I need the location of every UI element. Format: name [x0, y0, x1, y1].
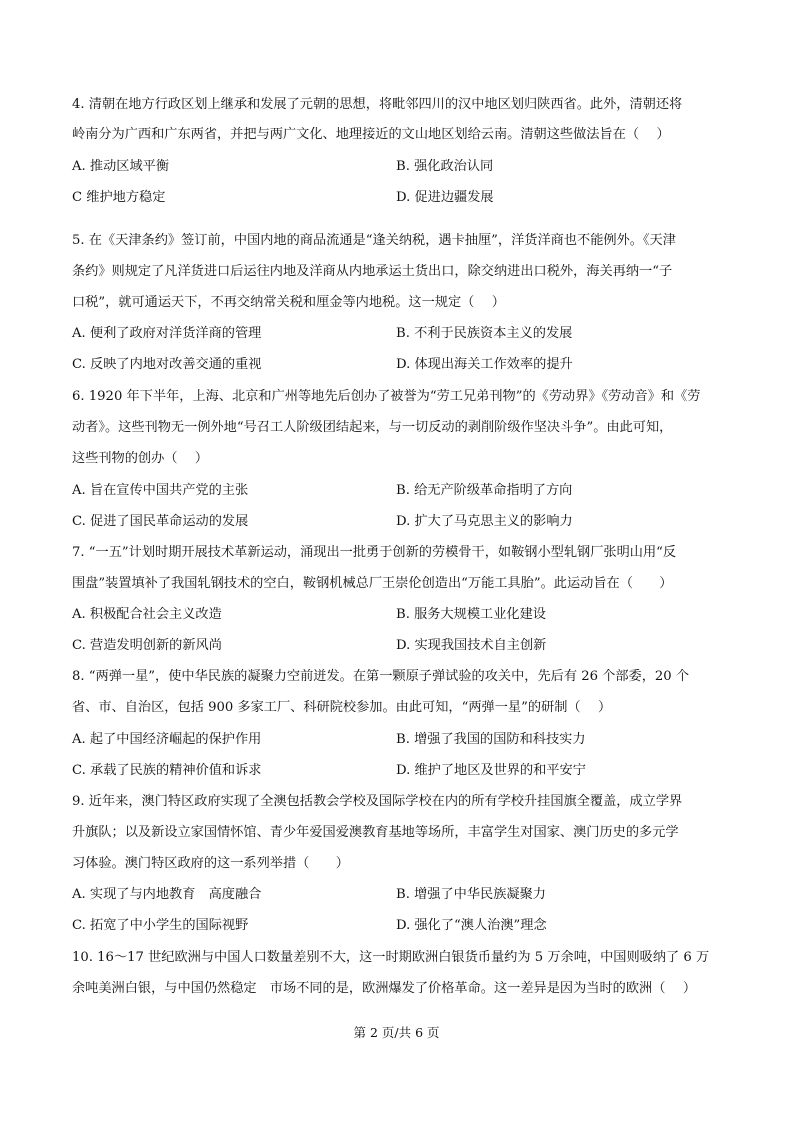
option-d[interactable]: D. 体现出海关工作效率的提升: [396, 357, 573, 372]
option-c[interactable]: C. 反映了内地对改善交通的重视: [72, 357, 262, 372]
question-stem-line: 4. 清朝在地方行政区划上继承和发展了元朝的思想，将毗邻四川的汉中地区划归陕西省。此外，清朝还将: [72, 97, 683, 112]
option-b[interactable]: B. 强化政治认同: [396, 159, 494, 174]
question-stem-line: 岭南分为广西和广东两省，并把与两广文化、地理接近的文山地区划给云南。清朝这些做法旨在（ ）: [72, 127, 670, 142]
question-stem-line: 10. 16～17 世纪欧洲与中国人口数量差别不大，这一时期欧洲白银货币量约为 5 万余吨，中国则吸纳了 6 万: [72, 950, 710, 965]
question-stem-line: 口税”，就可通运天下，不再交纳常关税和厘金等内地税。这一规定（ ）: [72, 295, 505, 310]
option-d[interactable]: D. 实现我国技术自主创新: [396, 638, 547, 653]
option-b[interactable]: B. 给无产阶级革命指明了方向: [396, 483, 573, 498]
option-b[interactable]: B. 增强了我国的国防和科技实力: [396, 732, 586, 747]
question-stem-line: 围盘”装置填补了我国轧钢技术的空白，鞍钢机械总厂王崇伦创造出“万能工具胎”。此运动旨在（ ）: [72, 576, 673, 591]
question-stem-line: 余吨美洲白银，与中国仍然稳定 市场不同的是，欧洲爆发了价格革命。这一差异是因为当时的欧洲（ ）: [72, 981, 697, 996]
question-stem-line: 7. “一五”计划时期开展技术革新运动，涌现出一批勇于创新的劳模骨干，如鞍钢小型轧钢厂张明山用“反: [72, 545, 677, 560]
question-stem-line: 动者》。这些刊物无一例外地“号召工人阶级团结起来，与一切反动的剥削阶级作坚决斗争”。由此可知，: [72, 420, 673, 435]
question-stem-line: 6. 1920 年下半年，上海、北京和广州等地先后创办了被誉为“劳工兄弟刊物”的《劳动界》《劳动音》和《劳: [72, 389, 701, 404]
option-c[interactable]: C. 营造发明创新的新风尚: [72, 638, 222, 653]
option-a[interactable]: A. 推动区域平衡: [72, 159, 170, 174]
option-d[interactable]: D. 维护了地区及世界的和平安宁: [396, 763, 586, 778]
option-a[interactable]: A. 起了中国经济崛起的保护作用: [72, 732, 262, 747]
question-stem-line: 9. 近年来，澳门特区政府实现了全澳包括教会学校及国际学校在内的所有学校升挂国旗全覆盖，成立学界: [72, 794, 683, 809]
question-stem-line: 这些刊物的创办（ ）: [72, 451, 209, 466]
option-a[interactable]: A. 积极配合社会主义改造: [72, 607, 222, 622]
option-b[interactable]: B. 不利于民族资本主义的发展: [396, 326, 573, 341]
option-c[interactable]: C. 承载了民族的精神价值和诉求: [72, 763, 262, 778]
question-stem-line: 省、市、自治区，包括 900 多家工厂、科研院校参加。由此可知，“两弹一星”的研制（ ）: [72, 700, 612, 715]
option-b[interactable]: B. 增强了中华民族凝聚力: [396, 887, 546, 902]
option-a[interactable]: A. 便利了政府对洋货洋商的管理: [72, 326, 262, 341]
option-c[interactable]: C. 拓宽了中小学生的国际视野: [72, 918, 249, 933]
option-b[interactable]: B. 服务大规模工业化建设: [396, 607, 546, 622]
option-d[interactable]: D. 促进边疆发展: [396, 190, 494, 205]
question-stem-line: 条约》则规定了凡洋货进口后运往内地及洋商从内地承运土货出口，除交纳进出口税外，海关再纳一“子: [72, 264, 673, 279]
option-d[interactable]: D. 扩大了马克思主义的影响力: [396, 514, 573, 529]
question-stem-line: 习体验。澳门特区政府的这一系列举措（ ）: [72, 856, 349, 871]
option-c[interactable]: C 维护地方稳定: [72, 190, 166, 205]
question-stem-line: 5. 在《天津条约》签订前，中国内地的商品流通是“逢关纳税，遇卡抽厘”，洋货洋商也不能例外。《天津: [72, 233, 676, 248]
question-stem-line: 升旗队；以及新设立家国情怀馆、青少年爱国爱澳教育基地等场所，丰富学生对国家、澳门历史的多元学: [72, 825, 679, 840]
page-number: 第 2 页/共 6 页: [353, 1025, 440, 1040]
option-a[interactable]: A. 实现了与内地教育 高度融合: [72, 887, 262, 902]
option-d[interactable]: D. 强化了“澳人治澳”理念: [396, 918, 547, 933]
option-c[interactable]: C. 促进了国民革命运动的发展: [72, 514, 249, 529]
question-stem-line: 8. “两弹一星”，使中华民族的凝聚力空前迸发。在第一颗原子弹试验的攻关中，先后有 26 个部委，20 个: [72, 669, 690, 684]
option-a[interactable]: A. 旨在宣传中国共产党的主张: [72, 483, 249, 498]
